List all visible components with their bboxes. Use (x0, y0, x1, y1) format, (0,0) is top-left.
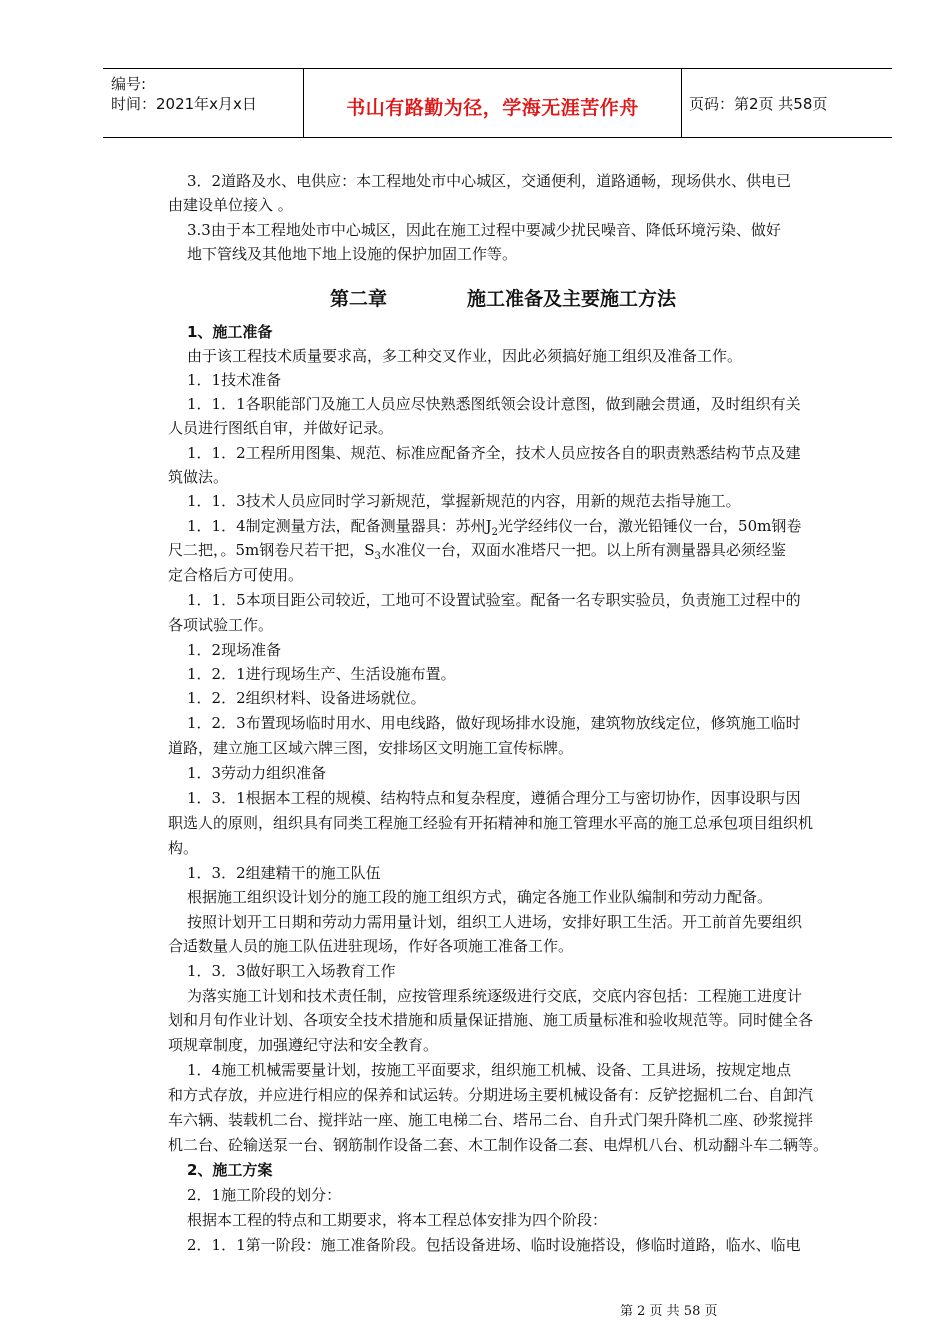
header-right-cell (681, 69, 892, 137)
paragraph-line: 1．3劳动力组织准备 (187, 764, 327, 782)
paragraph-line: 1．3．3做好职工入场教育工作 (187, 962, 396, 980)
section-heading: 1、施工准备 (187, 323, 273, 341)
chapter-heading (330, 284, 676, 311)
header-motto: 书山有路勤为径，学海无涯苦作舟 (346, 97, 639, 119)
paragraph-line: 1．1技术准备 (187, 371, 282, 389)
paragraph-line: 1．2现场准备 (187, 641, 282, 659)
paragraph-line: 2．1．1第一阶段：施工准备阶段。包括设备进场、临时设施搭设，修临时道路，临水、临电 (187, 1236, 801, 1254)
paragraph-line: 根据施工组织设计划分的施工段的施工组织方式，确定各施工作业队编制和劳动力配备。 (187, 888, 773, 906)
paragraph-line: 合适数量人员的施工队伍进驻现场，作好各项施工准备工作。 (168, 937, 574, 955)
chapter-title: 施工准备及主要施工方法 (467, 288, 677, 310)
section-heading: 2、施工方案 (187, 1161, 273, 1179)
paragraph-line: 1．2．2组织材料、设备进场就位。 (187, 689, 426, 707)
paragraph-line: 根据本工程的特点和工期要求，将本工程总体安排为四个阶段： (187, 1211, 608, 1229)
paragraph-line: 职选人的原则，组织具有同类工程施工经验有开拓精神和施工管理水平高的施工总承包项目组织机 (168, 814, 814, 832)
paragraph-line: 定合格后方可使用。 (168, 566, 304, 584)
paragraph-line: 地下管线及其他地下地上设施的保护加固工作等。 (187, 245, 518, 263)
paragraph-line: 1．4施工机械需要量计划，按施工平面要求，组织施工机械、设备、工具进场，按规定地点 (187, 1061, 792, 1079)
page-footer: 第 2 页 共 58 页 (620, 1304, 718, 1319)
header-left-cell (103, 69, 303, 137)
paragraph-line: 3.3由于本工程地处市中心城区，因此在施工过程中要减少扰民噪音、降低环境污染、做好 (187, 221, 781, 239)
paragraph-line: 2．1施工阶段的划分： (187, 1186, 342, 1204)
document-number-label: 编号: (111, 75, 147, 93)
paragraph-line: 1．1．4制定测量方法，配备测量器具：苏州$J_2$光学经纬仪一台，激光铅锤仪一台，50m钢卷 (187, 517, 802, 538)
paragraph-line: 道路，建立施工区域六牌三图，安排场区文明施工宣传标牌。 (168, 739, 574, 757)
paragraph-line: 1．1．2工程所用图集、规范、标准应配备齐全，技术人员应按各自的职责熟悉结构节点及建 (187, 444, 801, 462)
paragraph-line: 各项试验工作。 (168, 616, 274, 634)
paragraph-line: 为落实施工计划和技术责任制，应按管理系统逐级进行交底，交底内容包括：工程施工进度计 (187, 987, 803, 1005)
chapter-number: 第二章 (330, 288, 388, 310)
document-date-label: 时间：2021年x月x日 (111, 95, 257, 113)
paragraph-line: 人员进行图纸自审，并做好记录。 (168, 419, 394, 437)
paragraph-line: 1．2．3布置现场临时用水、用电线路，做好现场排水设施，建筑物放线定位，修筑施工临时 (187, 714, 801, 732)
paragraph-line: 由建设单位接入 。 (168, 196, 293, 214)
paragraph-line: 1．2．1进行现场生产、生活设施布置。 (187, 665, 456, 683)
paragraph-line: 按照计划开工日期和劳动力需用量计划，组织工人进场，安排好职工生活。开工前首先要组织 (187, 913, 803, 931)
paragraph-line: 和方式存放，并应进行相应的保养和试运转。分期进场主要机械设备有：反铲挖掘机二台、自卸汽 (168, 1086, 814, 1104)
paragraph-line: 构。 (168, 839, 199, 857)
paragraph-line: 筑做法。 (168, 468, 229, 486)
paragraph-line: 由于该工程技术质量要求高，多工种交叉作业，因此必须搞好施工组织及准备工作。 (187, 347, 743, 365)
paragraph-line: 3．2道路及水、电供应：本工程地处市中心城区，交通便利，道路通畅，现场供水、供电已 (187, 172, 792, 190)
paragraph-line: 尺二把，。5m钢卷尺若干把，$S_3$水准仪一台，双面水准塔尺一把。以上所有测量器具必须经鉴 (168, 541, 786, 562)
page-header (103, 68, 892, 138)
paragraph-line: 1．3．2组建精干的施工队伍 (187, 864, 381, 882)
paragraph-line: 机二台、砼输送泵一台、钢筋制作设备二套、木工制作设备二套、电焊机八台、机动翻斗车二辆等。 (168, 1136, 829, 1154)
paragraph-line: 1．1．5本项目距公司较近，工地可不设置试验室。配备一名专职实验员，负责施工过程中的 (187, 591, 801, 609)
header-page-count: 页码：第2页 共58页 (689, 95, 828, 113)
paragraph-line: 项规章制度，加强遵纪守法和安全教育。 (168, 1036, 439, 1054)
paragraph-line: 车六辆、装载机二台、搅拌站一座、施工电梯二台、塔吊二台、自升式门架升降机二座、砂浆搅拌 (168, 1111, 814, 1129)
paragraph-line: 1．1．1各职能部门及施工人员应尽快熟悉图纸领会设计意图，做到融会贯通，及时组织有关 (187, 395, 801, 413)
paragraph-line: 1．1．3技术人员应同时学习新规范，掌握新规范的内容，用新的规范去指导施工。 (187, 492, 741, 510)
paragraph-line: 划和月旬作业计划、各项安全技术措施和质量保证措施、施工质量标准和验收规范等。同时健全各 (168, 1011, 814, 1029)
paragraph-line: 1．3．1根据本工程的规模、结构特点和复杂程度，遵循合理分工与密切协作，因事设职与因 (187, 789, 801, 807)
header-center-cell (303, 69, 682, 137)
